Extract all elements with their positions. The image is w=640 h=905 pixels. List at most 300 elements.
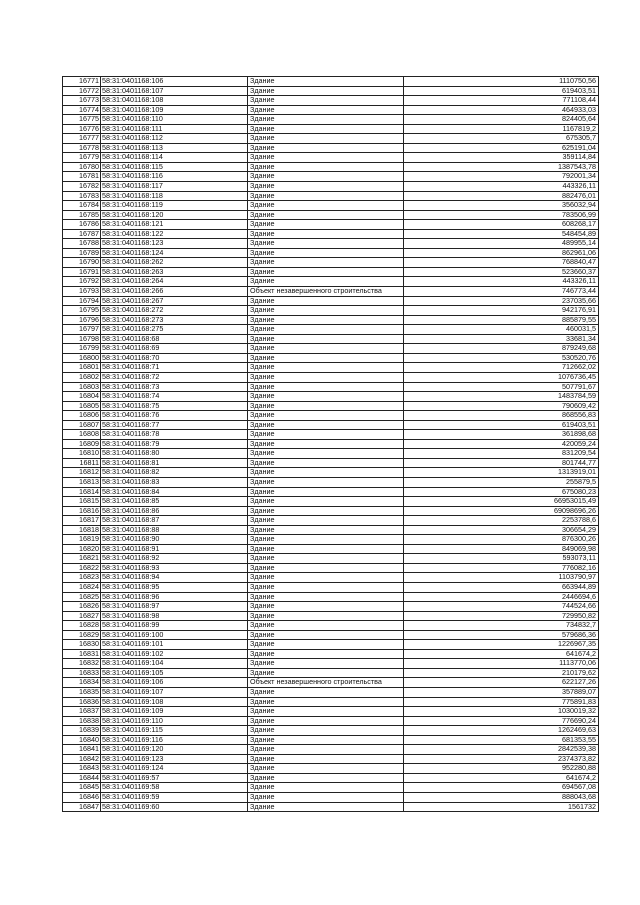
row-number: 16832: [63, 659, 101, 669]
object-type: Здание: [248, 497, 404, 507]
object-type: Здание: [248, 449, 404, 459]
cadastral-number: 58:31:0401168:93: [101, 563, 248, 573]
table-row: [63, 439, 599, 449]
row-number: 16836: [63, 697, 101, 707]
cadastral-number: 58:31:0401168:116: [101, 172, 248, 182]
row-number: 16825: [63, 592, 101, 602]
table-row: [63, 86, 599, 96]
cadastral-number: 58:31:0401168:78: [101, 430, 248, 440]
cadastral-number: 58:31:0401168:112: [101, 134, 248, 144]
cadastral-value: 489955,14: [404, 239, 599, 249]
object-type: Здание: [248, 382, 404, 392]
row-number: 16801: [63, 363, 101, 373]
object-type: Здание: [248, 277, 404, 287]
object-type: Здание: [248, 162, 404, 172]
cadastral-number: 58:31:0401168:121: [101, 220, 248, 230]
cadastral-number: 58:31:0401168:96: [101, 592, 248, 602]
table-row: [63, 172, 599, 182]
row-number: 16816: [63, 506, 101, 516]
cadastral-value: 1030019,32: [404, 707, 599, 717]
cadastral-value: 641674,2: [404, 649, 599, 659]
cadastral-value: 579686,36: [404, 630, 599, 640]
object-type: Здание: [248, 487, 404, 497]
row-number: 16777: [63, 134, 101, 144]
row-number: 16771: [63, 77, 101, 87]
object-type: Здание: [248, 697, 404, 707]
table-row: [63, 229, 599, 239]
cadastral-number: 58:31:0401168:117: [101, 182, 248, 192]
object-type: Здание: [248, 325, 404, 335]
table-row: [63, 124, 599, 134]
table-row: [63, 477, 599, 487]
cadastral-value: 862961,06: [404, 248, 599, 258]
row-number: 16828: [63, 621, 101, 631]
cadastral-number: 58:31:0401168:70: [101, 353, 248, 363]
row-number: 16783: [63, 191, 101, 201]
row-number: 16829: [63, 630, 101, 640]
object-type: Здание: [248, 458, 404, 468]
cadastral-value: 792001,34: [404, 172, 599, 182]
row-number: 16796: [63, 315, 101, 325]
table-row: [63, 697, 599, 707]
table-row: [63, 315, 599, 325]
row-number: 16819: [63, 535, 101, 545]
cadastral-value: 210179,62: [404, 668, 599, 678]
cadastral-value: 641674,2: [404, 773, 599, 783]
row-number: 16779: [63, 153, 101, 163]
cadastral-number: 58:31:0401169:106: [101, 678, 248, 688]
object-type: Здание: [248, 115, 404, 125]
object-type: Здание: [248, 124, 404, 134]
row-number: 16820: [63, 544, 101, 554]
row-number: 16804: [63, 392, 101, 402]
table-row: [63, 258, 599, 268]
object-type: Здание: [248, 726, 404, 736]
table-row: [63, 182, 599, 192]
row-number: 16789: [63, 248, 101, 258]
object-type: Здание: [248, 554, 404, 564]
cadastral-value: 942176,91: [404, 306, 599, 316]
row-number: 16824: [63, 582, 101, 592]
table-row: [63, 563, 599, 573]
table-row: [63, 411, 599, 421]
table-row: [63, 535, 599, 545]
table-row: [63, 516, 599, 526]
object-type: Здание: [248, 172, 404, 182]
cadastral-number: 58:31:0401168:83: [101, 477, 248, 487]
table-row: [63, 325, 599, 335]
row-number: 16810: [63, 449, 101, 459]
cadastral-value: 775891,83: [404, 697, 599, 707]
table-row: [63, 640, 599, 650]
table-row: [63, 783, 599, 793]
row-number: 16839: [63, 726, 101, 736]
object-type: Здание: [248, 764, 404, 774]
table-row: [63, 525, 599, 535]
table-row: [63, 105, 599, 115]
cadastral-value: 523660,37: [404, 267, 599, 277]
object-type: Здание: [248, 630, 404, 640]
table-row: [63, 621, 599, 631]
cadastral-value: 356032,94: [404, 201, 599, 211]
cadastral-number: 58:31:0401168:115: [101, 162, 248, 172]
table-row: [63, 267, 599, 277]
table-row: [63, 602, 599, 612]
cadastral-value: 768840,47: [404, 258, 599, 268]
table-row: [63, 143, 599, 153]
object-type: Здание: [248, 134, 404, 144]
cadastral-number: 58:31:0401169:104: [101, 659, 248, 669]
table-row: [63, 372, 599, 382]
table-row: [63, 220, 599, 230]
cadastral-number: 58:31:0401168:90: [101, 535, 248, 545]
cadastral-number: 58:31:0401168:119: [101, 201, 248, 211]
cadastral-value: 507791,67: [404, 382, 599, 392]
cadastral-value: 744524,66: [404, 602, 599, 612]
cadastral-value: 746773,44: [404, 287, 599, 297]
row-number: 16773: [63, 96, 101, 106]
row-number: 16809: [63, 439, 101, 449]
cadastral-number: 58:31:0401168:88: [101, 525, 248, 535]
table-row: [63, 162, 599, 172]
row-number: 16814: [63, 487, 101, 497]
cadastral-value: 237035,66: [404, 296, 599, 306]
object-type: Здание: [248, 477, 404, 487]
table-row: [63, 735, 599, 745]
cadastral-number: 58:31:0401169:58: [101, 783, 248, 793]
cadastral-value: 1387543,78: [404, 162, 599, 172]
row-number: 16778: [63, 143, 101, 153]
table-row: [63, 420, 599, 430]
table-row: [63, 554, 599, 564]
cadastral-value-table: [62, 76, 599, 812]
cadastral-value: 1483784,59: [404, 392, 599, 402]
cadastral-value: 608268,17: [404, 220, 599, 230]
cadastral-number: 58:31:0401168:114: [101, 153, 248, 163]
cadastral-number: 58:31:0401168:74: [101, 392, 248, 402]
cadastral-number: 58:31:0401169:115: [101, 726, 248, 736]
row-number: 16807: [63, 420, 101, 430]
cadastral-number: 58:31:0401168:87: [101, 516, 248, 526]
cadastral-value: 876300,26: [404, 535, 599, 545]
row-number: 16815: [63, 497, 101, 507]
cadastral-value: 849069,98: [404, 544, 599, 554]
table-row: [63, 353, 599, 363]
cadastral-number: 58:31:0401168:71: [101, 363, 248, 373]
cadastral-value: 712662,02: [404, 363, 599, 373]
cadastral-number: 58:31:0401169:110: [101, 716, 248, 726]
row-number: 16847: [63, 802, 101, 812]
cadastral-number: 58:31:0401168:98: [101, 611, 248, 621]
cadastral-value: 879249,68: [404, 344, 599, 354]
cadastral-value: 622127,26: [404, 678, 599, 688]
object-type: Здание: [248, 267, 404, 277]
row-number: 16795: [63, 306, 101, 316]
cadastral-number: 58:31:0401168:84: [101, 487, 248, 497]
table-row: [63, 592, 599, 602]
object-type: Здание: [248, 430, 404, 440]
cadastral-number: 58:31:0401168:120: [101, 210, 248, 220]
object-type: Здание: [248, 707, 404, 717]
cadastral-value: 1110750,56: [404, 77, 599, 87]
row-number: 16822: [63, 563, 101, 573]
object-type: Здание: [248, 411, 404, 421]
cadastral-number: 58:31:0401168:124: [101, 248, 248, 258]
table-row: [63, 287, 599, 297]
table-row: [63, 649, 599, 659]
table-row: [63, 296, 599, 306]
object-type: Здание: [248, 745, 404, 755]
cadastral-number: 58:31:0401168:123: [101, 239, 248, 249]
row-number: 16844: [63, 773, 101, 783]
object-type: Здание: [248, 372, 404, 382]
cadastral-number: 58:31:0401168:92: [101, 554, 248, 564]
table-row: [63, 726, 599, 736]
row-number: 16788: [63, 239, 101, 249]
cadastral-value: 255879,5: [404, 477, 599, 487]
cadastral-value: 776082,16: [404, 563, 599, 573]
object-type: Здание: [248, 640, 404, 650]
cadastral-number: 58:31:0401169:59: [101, 793, 248, 803]
object-type: Здание: [248, 201, 404, 211]
object-type: Объект незавершенного строительства: [248, 287, 404, 297]
row-number: 16785: [63, 210, 101, 220]
row-number: 16798: [63, 334, 101, 344]
cadastral-number: 58:31:0401168:266: [101, 287, 248, 297]
table-row: [63, 630, 599, 640]
cadastral-value: 359114,84: [404, 153, 599, 163]
row-number: 16792: [63, 277, 101, 287]
cadastral-number: 58:31:0401169:60: [101, 802, 248, 812]
cadastral-value: 443326,11: [404, 277, 599, 287]
object-type: Здание: [248, 86, 404, 96]
cadastral-value: 675080,23: [404, 487, 599, 497]
cadastral-number: 58:31:0401168:75: [101, 401, 248, 411]
object-type: Здание: [248, 96, 404, 106]
cadastral-value: 885879,55: [404, 315, 599, 325]
table-row: [63, 668, 599, 678]
object-type: Здание: [248, 544, 404, 554]
object-type: Здание: [248, 239, 404, 249]
object-type: Здание: [248, 668, 404, 678]
object-type: Здание: [248, 582, 404, 592]
cadastral-number: 58:31:0401169:116: [101, 735, 248, 745]
object-type: Здание: [248, 611, 404, 621]
row-number: 16845: [63, 783, 101, 793]
row-number: 16802: [63, 372, 101, 382]
row-number: 16823: [63, 573, 101, 583]
cadastral-value: 530520,76: [404, 353, 599, 363]
object-type: Здание: [248, 793, 404, 803]
row-number: 16811: [63, 458, 101, 468]
cadastral-value: 1561732: [404, 802, 599, 812]
document-page: [62, 76, 598, 812]
object-type: Здание: [248, 153, 404, 163]
cadastral-number: 58:31:0401168:99: [101, 621, 248, 631]
cadastral-value: 443326,11: [404, 182, 599, 192]
row-number: 16812: [63, 468, 101, 478]
cadastral-value: 357889,07: [404, 688, 599, 698]
cadastral-value: 1076736,45: [404, 372, 599, 382]
cadastral-value: 888043,68: [404, 793, 599, 803]
table-row: [63, 401, 599, 411]
cadastral-number: 58:31:0401168:97: [101, 602, 248, 612]
row-number: 16784: [63, 201, 101, 211]
cadastral-value: 868556,83: [404, 411, 599, 421]
row-number: 16841: [63, 745, 101, 755]
row-number: 16833: [63, 668, 101, 678]
row-number: 16787: [63, 229, 101, 239]
row-number: 16799: [63, 344, 101, 354]
row-number: 16817: [63, 516, 101, 526]
cadastral-number: 58:31:0401169:107: [101, 688, 248, 698]
table-row: [63, 802, 599, 812]
row-number: 16827: [63, 611, 101, 621]
cadastral-number: 58:31:0401169:102: [101, 649, 248, 659]
cadastral-value: 681353,55: [404, 735, 599, 745]
cadastral-number: 58:31:0401168:273: [101, 315, 248, 325]
table-row: [63, 487, 599, 497]
cadastral-number: 58:31:0401168:263: [101, 267, 248, 277]
cadastral-value: 663944,89: [404, 582, 599, 592]
cadastral-value: 66953015,49: [404, 497, 599, 507]
row-number: 16826: [63, 602, 101, 612]
cadastral-value: 619403,51: [404, 420, 599, 430]
table-row: [63, 678, 599, 688]
table-row: [63, 134, 599, 144]
cadastral-number: 58:31:0401169:101: [101, 640, 248, 650]
object-type: Здание: [248, 392, 404, 402]
row-number: 16835: [63, 688, 101, 698]
table-body: [63, 77, 599, 812]
table-row: [63, 392, 599, 402]
cadastral-value: 771108,44: [404, 96, 599, 106]
row-number: 16800: [63, 353, 101, 363]
table-row: [63, 363, 599, 373]
table-row: [63, 659, 599, 669]
cadastral-value: 1103790,97: [404, 573, 599, 583]
cadastral-number: 58:31:0401168:262: [101, 258, 248, 268]
table-row: [63, 573, 599, 583]
table-row: [63, 344, 599, 354]
cadastral-value: 882476,01: [404, 191, 599, 201]
row-number: 16781: [63, 172, 101, 182]
object-type: Здание: [248, 258, 404, 268]
object-type: Здание: [248, 516, 404, 526]
row-number: 16808: [63, 430, 101, 440]
row-number: 16774: [63, 105, 101, 115]
table-row: [63, 210, 599, 220]
cadastral-number: 58:31:0401168:77: [101, 420, 248, 430]
cadastral-value: 1113770,06: [404, 659, 599, 669]
cadastral-value: 548454,89: [404, 229, 599, 239]
table-row: [63, 449, 599, 459]
cadastral-number: 58:31:0401169:100: [101, 630, 248, 640]
cadastral-number: 58:31:0401168:69: [101, 344, 248, 354]
row-number: 16818: [63, 525, 101, 535]
table-row: [63, 468, 599, 478]
row-number: 16837: [63, 707, 101, 717]
cadastral-value: 1226967,35: [404, 640, 599, 650]
cadastral-number: 58:31:0401168:76: [101, 411, 248, 421]
object-type: Здание: [248, 716, 404, 726]
cadastral-number: 58:31:0401168:111: [101, 124, 248, 134]
object-type: Здание: [248, 783, 404, 793]
cadastral-value: 1167819,2: [404, 124, 599, 134]
cadastral-number: 58:31:0401168:94: [101, 573, 248, 583]
table-row: [63, 688, 599, 698]
row-number: 16806: [63, 411, 101, 421]
object-type: Здание: [248, 506, 404, 516]
cadastral-number: 58:31:0401168:91: [101, 544, 248, 554]
object-type: Здание: [248, 659, 404, 669]
table-row: [63, 248, 599, 258]
object-type: Здание: [248, 143, 404, 153]
row-number: 16838: [63, 716, 101, 726]
table-row: [63, 582, 599, 592]
cadastral-number: 58:31:0401168:264: [101, 277, 248, 287]
row-number: 16834: [63, 678, 101, 688]
cadastral-number: 58:31:0401168:85: [101, 497, 248, 507]
cadastral-value: 790609,42: [404, 401, 599, 411]
table-row: [63, 334, 599, 344]
table-row: [63, 773, 599, 783]
cadastral-number: 58:31:0401168:275: [101, 325, 248, 335]
row-number: 16782: [63, 182, 101, 192]
object-type: Здание: [248, 735, 404, 745]
cadastral-value: 675305,7: [404, 134, 599, 144]
row-number: 16797: [63, 325, 101, 335]
cadastral-value: 619403,51: [404, 86, 599, 96]
table-row: [63, 277, 599, 287]
row-number: 16813: [63, 477, 101, 487]
cadastral-value: 734832,7: [404, 621, 599, 631]
object-type: Здание: [248, 105, 404, 115]
object-type: Здание: [248, 573, 404, 583]
row-number: 16790: [63, 258, 101, 268]
object-type: Здание: [248, 210, 404, 220]
object-type: Здание: [248, 220, 404, 230]
object-type: Здание: [248, 229, 404, 239]
cadastral-value: 824405,64: [404, 115, 599, 125]
table-row: [63, 716, 599, 726]
cadastral-value: 783506,99: [404, 210, 599, 220]
cadastral-number: 58:31:0401168:113: [101, 143, 248, 153]
cadastral-number: 58:31:0401168:109: [101, 105, 248, 115]
object-type: Здание: [248, 688, 404, 698]
cadastral-value: 2374373,82: [404, 754, 599, 764]
table-row: [63, 544, 599, 554]
cadastral-number: 58:31:0401169:124: [101, 764, 248, 774]
object-type: Здание: [248, 315, 404, 325]
cadastral-value: 33681,34: [404, 334, 599, 344]
object-type: Здание: [248, 420, 404, 430]
cadastral-value: 2253788,6: [404, 516, 599, 526]
object-type: Здание: [248, 468, 404, 478]
object-type: Здание: [248, 773, 404, 783]
table-row: [63, 793, 599, 803]
row-number: 16775: [63, 115, 101, 125]
cadastral-value: 729950,82: [404, 611, 599, 621]
cadastral-number: 58:31:0401168:73: [101, 382, 248, 392]
object-type: Здание: [248, 535, 404, 545]
cadastral-value: 420059,24: [404, 439, 599, 449]
object-type: Здание: [248, 344, 404, 354]
row-number: 16780: [63, 162, 101, 172]
object-type: Здание: [248, 649, 404, 659]
cadastral-number: 58:31:0401169:109: [101, 707, 248, 717]
table-row: [63, 754, 599, 764]
